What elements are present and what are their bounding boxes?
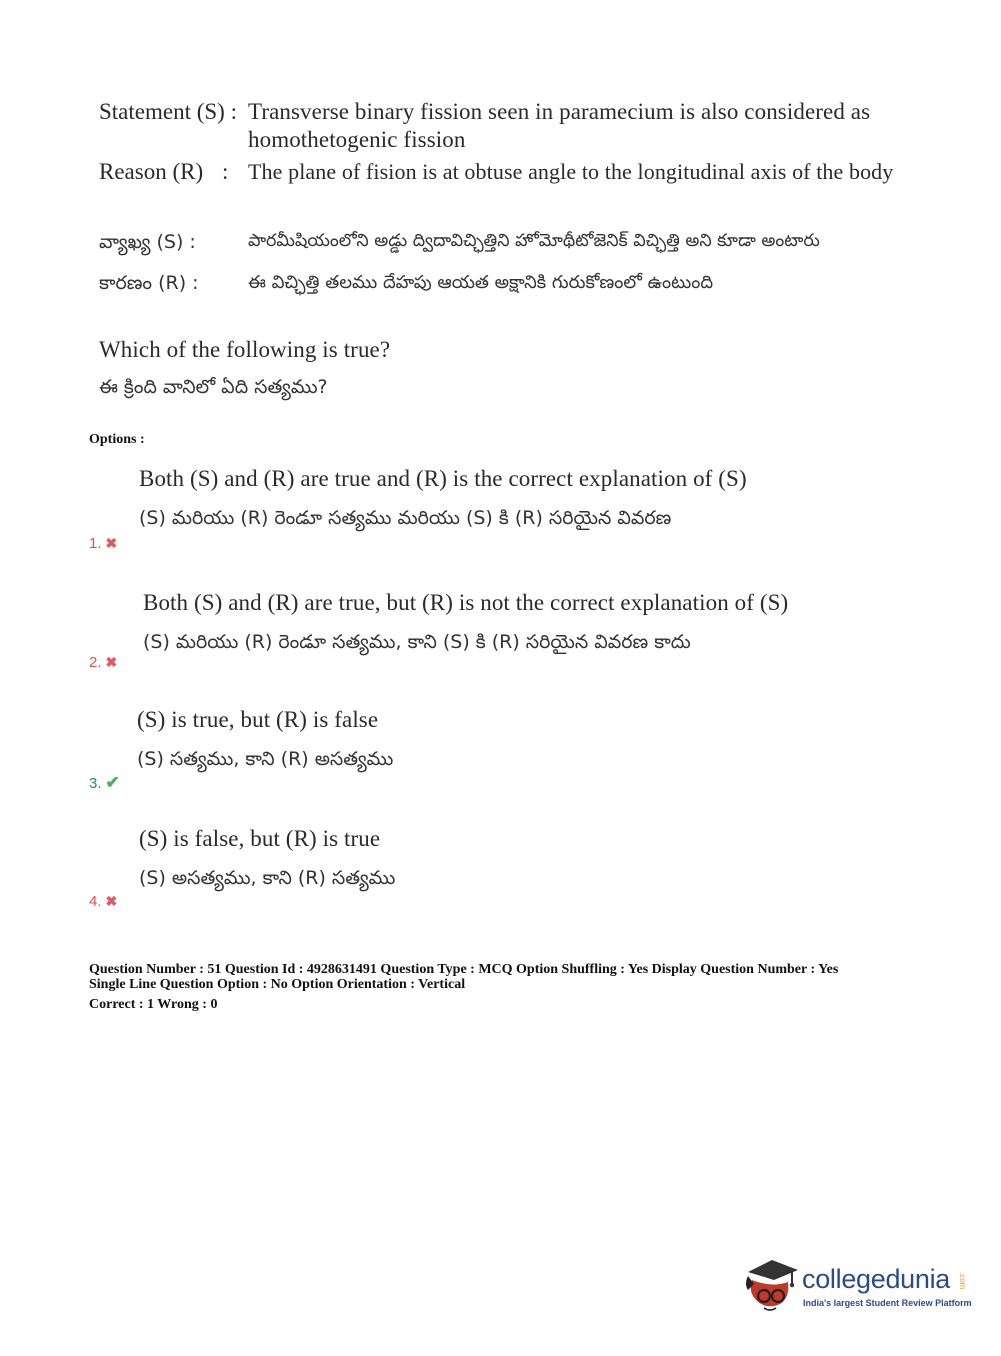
option-2-num-label: 2. [89,654,102,671]
option-3-text-te: (S) సత్యము, కాని (R) అసత్యము [137,748,394,770]
correct-check-icon: ✔ [105,773,120,792]
statement-text-line1: Transverse binary fission seen in paramecium is also considered as [248,99,871,124]
logo-tagline: India's largest Student Review Platform [803,1298,972,1308]
statement-label: Statement (S) : [99,99,237,124]
statement-text-line2: homothetogenic fission [248,127,466,152]
option-3-number[interactable] [89,773,120,793]
question-te: ఈ క్రింది వానిలో ఏది సత్యము? [99,376,328,398]
option-4-number[interactable] [89,893,117,910]
reason-te-label: కారణం (R) : [99,272,199,294]
wrong-mark-icon: ✖ [105,654,118,670]
question-meta-line3: Correct : 1 Wrong : 0 [89,997,218,1012]
option-1-number[interactable] [89,535,117,552]
option-3-text-en: (S) is true, but (R) is false [137,707,379,732]
reason-text: The plane of fision is at obtuse angle to the longitudinal axis of the body [248,159,894,184]
option-1-text-en: Both (S) and (R) are true and (R) is the correct explanation of (S) [139,466,747,491]
collegedunia-logo[interactable] [742,1250,972,1320]
reason-label: Reason (R) [99,159,204,184]
statement-te-label: వ్యాఖ్య (S) : [99,231,196,253]
question-meta-line1: Question Number : 51 Question Id : 4928631491 Question Type : MCQ Option Shuffling : Yes Display Question Number : Yes [89,962,839,977]
question-meta-line2: Single Line Question Option : No Option Orientation : Vertical [89,977,466,992]
statement-te-text: పారమీషియంలోని అడ్డు ద్విదావిచ్ఛిత్తిని హోమోథీటోజెనిక్ విచ్ఛిత్తి అని కూడా అంటారు [248,231,820,251]
logo-name: collegedunia [802,1264,951,1294]
option-2-number[interactable] [89,654,117,671]
wrong-mark-icon: ✖ [105,535,118,551]
reason-colon: : [222,159,229,184]
option-1-num-label: 1. [89,535,102,552]
option-2-text-te: (S) మరియు (R) రెండూ సత్యము, కాని (S) కి (R) సరియైన వివరణ కాదు [143,631,691,653]
mascot-icon [742,1250,800,1316]
option-1-text-te: (S) మరియు (R) రెండూ సత్యము మరియు (S) కి (R) సరియైన వివరణ [139,507,672,529]
option-2-text-en: Both (S) and (R) are true, but (R) is not the correct explanation of (S) [143,590,789,615]
option-4-num-label: 4. [89,893,102,910]
question-en: Which of the following is true? [99,337,391,362]
option-4-text-te: (S) అసత్యము, కాని (R) సత్యము [139,867,396,889]
logo-suffix: .com [958,1272,967,1290]
option-4-text-en: (S) is false, but (R) is true [139,826,381,851]
options-label: Options : [89,432,145,447]
wrong-mark-icon: ✖ [105,893,118,909]
reason-te-text: ఈ విచ్ఛిత్తి తలము దేహపు ఆయత అక్షానికి గురుకోణంలో ఉంటుంది [248,272,714,293]
option-3-num-label: 3. [89,775,102,792]
